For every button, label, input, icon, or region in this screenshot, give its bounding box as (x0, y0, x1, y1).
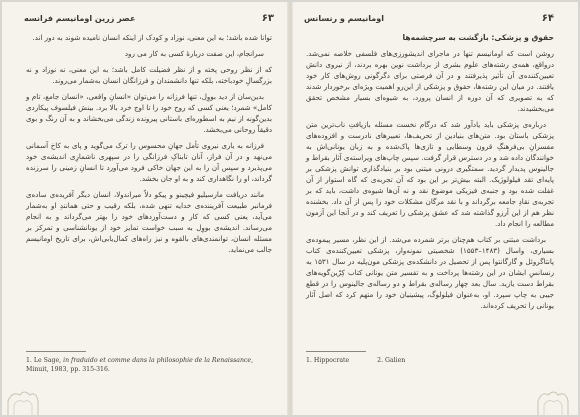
footnote-title: in fraduido et comme dans la philosophie de la Renaissance (63, 357, 252, 364)
page-header (24, 11, 274, 25)
paragraph: برداشت مبتنی بر کتاب هم‌چنان برتر شمرده می‌شد. از این نظر، مسیر پیموده‌ی بسیاری، واسال (۱۴۸۳–۱۵۵۳) شخصیتی نمونه‌وار، پزشکی تعیین‌کننده‌ی کتاب پانتاگرو‌ئل و گارگانتوا پس از تحصیل در دانشکده‌ی پزشکی مون‌پلیه در سال ۱۵۳۱ به رنسانسِ ایشان در این رشته‌ها پرداخت و به تفسیر متن یونانی کتاب کِرّین‌گویه‌های بقراط دست یازید. سال بعد چهار رساله‌ی بقراط و دو رساله‌ی جالینوس را در قطع جیبی به چاپ سپرد. او، به‌عنوان فیلولوگ، پیشینیان خود را متهم کرد که اصل آثار یونانی را تحریف کرده‌اند. (306, 235, 554, 310)
footnote: 2. Galien (377, 357, 406, 364)
running-head: عصر زرین اومانیسم فرانسه (24, 13, 136, 23)
running-head: اومانیسم و رنسانس (304, 13, 384, 23)
paragraph: روشن است که اومانیسم تنها در ماجرای اندیشورزی‌های فلسفی خلاصه نمی‌شد. درواقع، همه‌ی رشته‌های علوم بشری از برداشت نوین بهره بردند، از نیروی دانش تعیین‌کننده‌ی آن تأثیر پذیرفتند و در آن فرصتی برای دگرگونی روش‌های کار خود یافتند. در میان این رشته‌ها، حقوق و پزشکی از این‌رو اهمیت ویژه‌ای برخوردار شدند که به تصویری که آن دوره از انسان پرورد، به شیوه‌ای بسیار مشخص تحقق می‌بخشیدند. (306, 49, 554, 113)
paragraph: بدین‌سان از دید بووِل، تنها فرزانه را می‌توان «انسانِ واقعی، «انسان جامع، تام و کامل» شمرد؛ یعنی کسی که روح خود را تا اوج خرد بالا برد. بینش فیلسوف پیکاردی بدین‌گونه از نیم به اسطوره‌ای باستانی پیرونده زندگی می‌بخشاند و به آن رنگ و بوی دقیقاً روحانی می‌بخشد. (26, 92, 272, 134)
page-body (26, 32, 272, 260)
footnote-prefix: 1. Le Sage, (26, 357, 64, 364)
footnote-rule (26, 351, 86, 352)
footnote-rule (306, 351, 366, 352)
ornament-icon (526, 389, 570, 415)
footnotes (26, 357, 268, 374)
footnote (26, 357, 268, 374)
section-title: حقوق و پزشکی: بازگشت به سرچشمه‌ها (402, 33, 554, 42)
footnote: 1. Hippocrate (306, 357, 350, 364)
paragraph: فرزانه به یاری نیروی تأمل جهانِ محسوس را ترک می‌گوید و پای به کاخ آسمانی می‌نهد و در آن فراز، آنان تابناکِ فرزانگی را در سپهری ناشمارِی اندیشه‌ی خود می‌پذیرد و سپس آن را به این جهان خاکی فرود می‌آورد تا انسانِ زمینی را سرزنده گرداند، او را نگاهداری کند و به او جان بخشد. (26, 141, 272, 183)
page-header (304, 11, 554, 25)
paragraph: که از نظر روحی پخته و از نظر فضیلت کامل باشد؛ به این معنی، نه نوزاد و نه بزرگسالِ خودباخته، بلکه تنها دانشمندان و فرزانگان انسان به‌شمار می‌روند. (26, 65, 272, 85)
paragraph: توانا شده باشد؛ به این معنی، نوزاد و کودک از اینکه انسان نامیده شوند به دور اند. (32, 33, 272, 42)
page-number: ۶۴ (541, 12, 554, 24)
footnotes (306, 357, 554, 366)
page-number: ۶۳ (261, 12, 274, 24)
left-page (2, 2, 288, 415)
book-spread (2, 2, 578, 415)
ornament-icon (6, 389, 50, 415)
paragraph: مانند دریافت مارسیلیو فیچینو و پیکو دلاّ میراندولا، انسان دیگر آفریده‌ی ساده‌ی فرمانبر طبیعت آفریننده‌ی خدایه تنهی شده، بلکه رقیب و حتی همانندِ او به‌شمار می‌آید، یعنی کسی که کار و دست‌آوردهای خود را بهتر می‌گرداند و به انجام می‌رساند. اندیشه‌ی بووِل به سبب خواست تمایز خود از یونانشناسی و تمرکز بر مسئله انسان، توانمندی‌های بالقوه و نیز راه‌های کمال‌یابی‌اش، برای تاریخ اومانیسم جالب می‌نماید. (26, 190, 272, 254)
paragraph: سرانجام، این صفت دربارهٔ کسی به کار می رود (124, 49, 264, 58)
page-body (306, 32, 554, 316)
paragraph: درباره‌ی پزشکی باید یادآور شد که درگام نخست مسئله بازیافتِ ناب‌ترین متن پزشکی باستان بود. متن‌های بنیادین از تحریف‌ها، تعبیرهای نادرست و افزوده‌های مفسرانِ بی‌فرهنگِ قرون وسطایی و تازی‌ها پاک‌شده و به زبان یونانی‌اش به خوانندگان داده شد و در دسترس قرار گرفت. سپس چاپ‌های ویراسته‌ی آثار بقراط و جالینوس پدیدار گردید. سمتگیری درونی میتنی بود بر بنیادگذاری توانش پزشکی بر پایه‌ای تقد فیلولوژیک. البته بیش‌تر بر این بود که آن تجربه‌ی که گاه استوار از آن غفلت شده بود و جنبه‌ی فیزیکی موضوع نقد و نه آن‌ها شیوه‌ی داشت، باید که بر تجربه‌ی نقادِ جامعه برگرداند و با نقد مرگان مشکلات خود را پس از آن داد. بخشنده نظر هم از این آرزو گذاشته شد که عشق پزشکی را تعریف کند و در آنجا این آزمون مطالعه را انجام داد. (306, 120, 554, 228)
right-page (292, 2, 578, 415)
footnote-suffix: , Minuit, 1983, pp. 315-316. (26, 357, 254, 373)
